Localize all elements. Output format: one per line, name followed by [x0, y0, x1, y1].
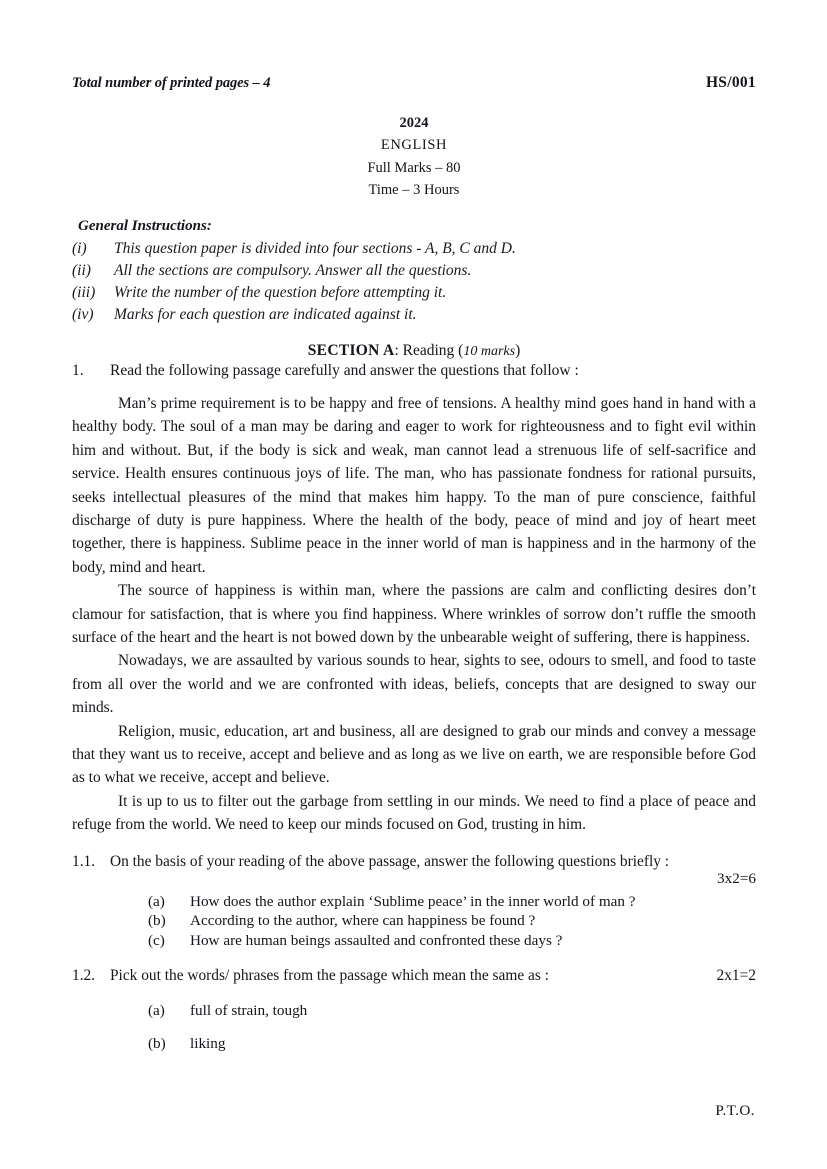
- question-1-2-marks: 2x1=2: [716, 966, 756, 984]
- question-1-2-options: [148, 1001, 756, 1054]
- section-a-heading: [72, 342, 756, 360]
- general-instructions: [72, 218, 756, 326]
- question-1-2-text: Pick out the words/ phrases from the passage which mean the same as :: [110, 966, 549, 984]
- list-item: [72, 282, 756, 304]
- question-1-2: [72, 967, 756, 985]
- instruction-text: Marks for each question are indicated against it.: [114, 305, 417, 323]
- page-turn-note: P.T.O.: [715, 1102, 755, 1119]
- list-item: [148, 911, 756, 931]
- passage-paragraph: Nowadays, we are assaulted by various sounds to hear, sights to see, odours to smell, and food to taste from all over the world and we are confronted with ideas, beliefs, concepts that are designed to sway our minds.: [72, 652, 756, 717]
- option-label: (b): [148, 912, 166, 930]
- section-a-marks: 10 marks: [463, 343, 516, 359]
- page-header: [72, 74, 756, 92]
- question-1-1-options: [148, 892, 756, 951]
- question-1-1-marks: 3x2=6: [717, 869, 756, 887]
- instruction-number: (ii): [72, 261, 91, 279]
- instruction-text: Write the number of the question before attempting it.: [114, 283, 447, 301]
- general-instructions-list: [72, 238, 756, 326]
- instruction-text: All the sections are compulsory. Answer all the questions.: [114, 261, 472, 279]
- passage-paragraph: Religion, music, education, art and business, all are designed to grab our minds and convey a message that they want us to receive, accept and believe and as long as we live on earth, we are responsible before God as to what we receive, accept and believe.: [72, 722, 756, 787]
- exam-title-block: [72, 112, 756, 202]
- exam-subject: ENGLISH: [380, 137, 448, 154]
- question-1-1-number: 1.1.: [72, 852, 96, 870]
- section-a-title: : Reading (: [394, 341, 464, 359]
- option-text: liking: [190, 1034, 226, 1052]
- passage-paragraph: The source of happiness is within man, where the passions are calm and conflicting desires don’t clamour for satisfaction, that is where you find happiness. Where wrinkles of sorrow don’t ruffle the smooth surface of the heart and the heart is not bowed down by the unbearable weight of suffering, there is happiness.: [72, 582, 756, 646]
- list-item: [148, 892, 756, 912]
- option-label: (a): [148, 892, 165, 910]
- general-instructions-heading: General Instructions:: [78, 217, 212, 234]
- list-item: [148, 1001, 756, 1021]
- option-text: How are human beings assaulted and confronted these days ?: [190, 932, 563, 950]
- list-item: [148, 1034, 756, 1054]
- page-content: [72, 74, 756, 1066]
- question-1: [72, 362, 756, 380]
- exam-year: 2024: [399, 115, 429, 131]
- question-1-1-text: On the basis of your reading of the above passage, answer the following questions briefly :: [110, 852, 670, 870]
- instruction-number: (i): [72, 239, 87, 257]
- question-1-text: Read the following passage carefully and answer the questions that follow :: [110, 361, 579, 379]
- list-item: [72, 260, 756, 282]
- option-text: How does the author explain ‘Sublime peace’ in the inner world of man ?: [190, 892, 636, 910]
- section-a-close: ): [515, 341, 521, 359]
- section-a-label: SECTION A: [307, 341, 395, 359]
- question-1-1: [72, 853, 756, 871]
- instruction-number: (iii): [72, 283, 96, 301]
- instruction-text: This question paper is divided into four sections - A, B, C and D.: [114, 239, 516, 257]
- printed-pages-note: Total number of printed pages – 4: [72, 75, 271, 91]
- option-label: (a): [148, 1001, 165, 1019]
- option-text: full of strain, tough: [190, 1001, 308, 1019]
- exam-full-marks: Full Marks – 80: [367, 159, 461, 176]
- exam-time: Time – 3 Hours: [368, 182, 460, 199]
- list-item: [72, 304, 756, 326]
- question-1-2-number: 1.2.: [72, 966, 96, 984]
- option-label: (b): [148, 1034, 166, 1052]
- option-text: According to the author, where can happiness be found ?: [190, 912, 536, 930]
- instruction-number: (iv): [72, 305, 94, 323]
- reading-passage: [72, 392, 756, 837]
- passage-paragraph: Man’s prime requirement is to be happy and free of tensions. A healthy mind goes hand in hand with a healthy body. The soul of a man may be daring and eager to work for righteousness and to fight evil within him and without. But, if the body is sick and weak, man cannot lead a strenuous life of self-sacrifice and service. Health ensures continuous joys of life. The man, who has passionate fondness for rational pursuits, seeks intellectual pleasures of the mind that makes him happy. To the man of pure conscience, faithful discharge of duty is pure happiness. Where the health of the body, peace of mind and joy of heart meet together, there is happiness. Sublime peace in the inner world of man is happiness and in the harmony of the body, mind and heart.: [72, 394, 756, 576]
- option-label: (c): [148, 932, 165, 950]
- list-item: [148, 931, 756, 951]
- paper-code: HS/001: [705, 74, 756, 91]
- passage-paragraph: It is up to us to filter out the garbage from settling in our minds. We need to find a place of peace and refuge from the world. We need to keep our minds focused on God, trusting in him.: [72, 792, 756, 834]
- question-1-number: 1.: [72, 361, 84, 379]
- list-item: [72, 238, 756, 260]
